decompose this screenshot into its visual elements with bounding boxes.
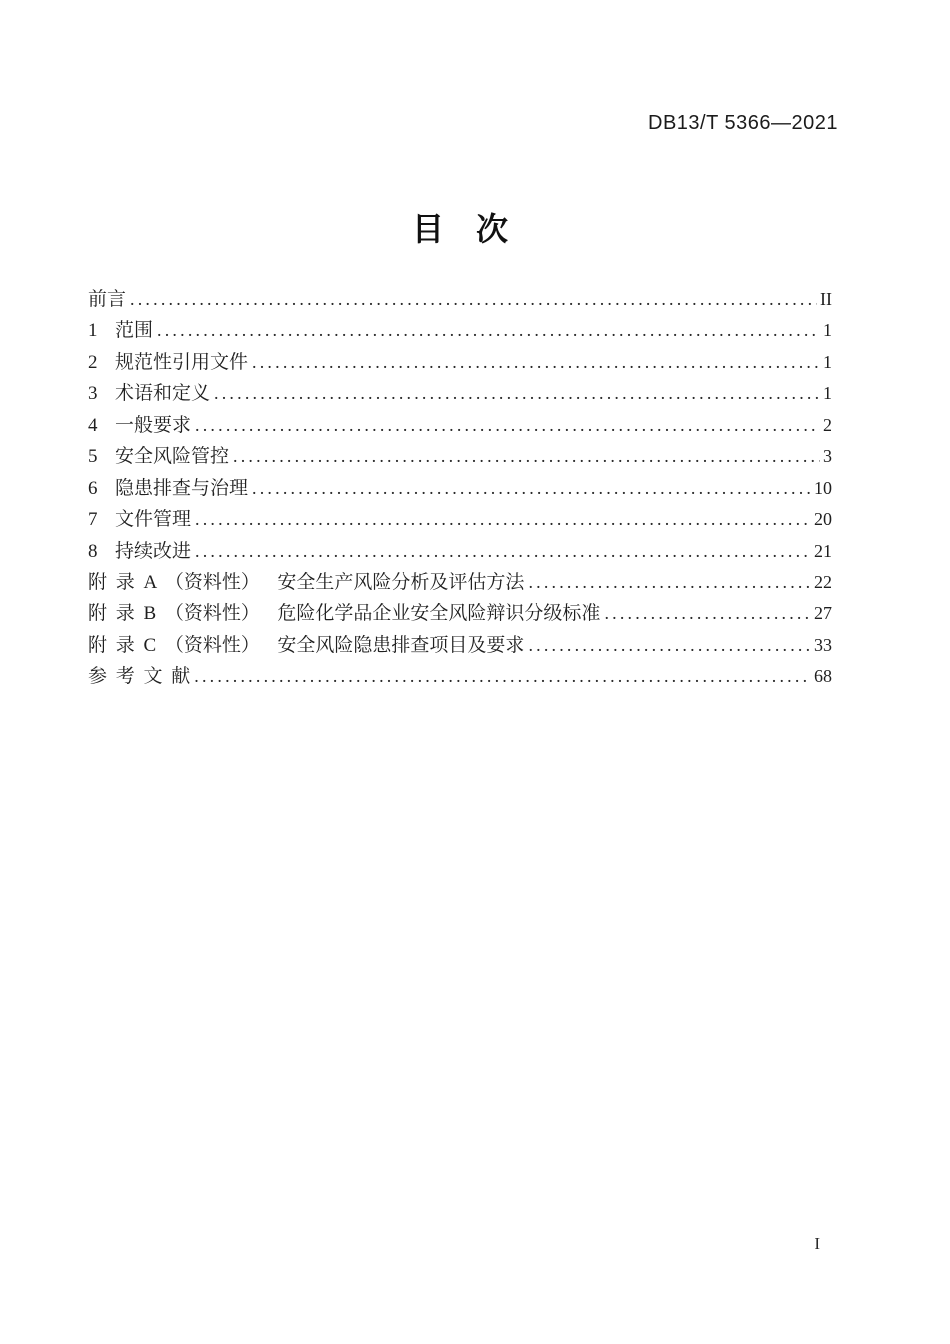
toc-leader-dots — [195, 504, 811, 535]
toc-entry — [88, 630, 832, 661]
toc-entry-label: 5 安全风险管控 — [88, 446, 230, 468]
toc-entry — [88, 598, 832, 629]
toc-entry-label: 2 规范性引用文件 — [88, 351, 249, 373]
toc-entry-label: 附 录 A （资料性） 安全生产风险分析及评估方法 — [88, 571, 525, 593]
toc-leader-dots — [252, 473, 811, 504]
toc-leader-dots — [528, 630, 811, 661]
toc-entry-label: 参 考 文 献 — [88, 666, 191, 688]
toc-entry-page: 33 — [814, 634, 832, 655]
toc-entry-page: 1 — [823, 383, 832, 404]
toc-entry-label: 4 一般要求 — [88, 414, 192, 436]
toc-entry-page: 1 — [823, 320, 832, 341]
toc-entry-page: 3 — [823, 446, 832, 467]
toc-entry-label: 前言 — [88, 289, 127, 310]
toc-entry — [88, 473, 832, 504]
toc-entry — [88, 441, 832, 472]
toc-entry-page: 20 — [814, 509, 832, 530]
toc-entry — [88, 504, 832, 535]
toc-entry-page: II — [820, 289, 832, 309]
toc-leader-dots — [252, 347, 820, 378]
footer-page-number: I — [814, 1234, 820, 1253]
toc-entry-label: 附 录 B （资料性） 危险化学品企业安全风险辩识分级标准 — [88, 603, 601, 625]
toc-entry — [88, 661, 832, 692]
toc-entry — [88, 378, 832, 409]
table-of-contents — [88, 284, 832, 693]
toc-leader-dots — [214, 378, 820, 409]
toc-leader-dots — [157, 315, 820, 346]
toc-entry-label: 8 持续改进 — [88, 540, 192, 562]
toc-entry-page: 22 — [814, 571, 832, 592]
toc-leader-dots — [528, 567, 811, 598]
toc-entry-page: 10 — [814, 477, 832, 498]
toc-leader-dots — [195, 536, 811, 567]
toc-leader-dots — [195, 410, 820, 441]
toc-entry-page: 68 — [814, 666, 832, 687]
document-code: DB13/T 5366—2021 — [648, 112, 838, 134]
toc-entry-label: 7 文件管理 — [88, 509, 192, 531]
toc-entry-page: 1 — [823, 351, 832, 372]
toc-entry-page: 21 — [814, 540, 832, 561]
toc-leader-dots — [194, 661, 811, 692]
toc-leader-dots — [604, 598, 811, 629]
toc-entry — [88, 410, 832, 441]
toc-entry — [88, 347, 832, 378]
toc-entry — [88, 315, 832, 346]
toc-leader-dots — [233, 441, 820, 472]
page-title: 目 次 — [411, 211, 508, 247]
toc-entry-page: 2 — [823, 414, 832, 435]
toc-entry-label: 1 范围 — [88, 320, 154, 342]
toc-entry-page: 27 — [814, 603, 832, 624]
toc-entry-label: 3 术语和定义 — [88, 383, 211, 405]
toc-leader-dots — [130, 284, 817, 315]
toc-entry-label: 附 录 C （资料性） 安全风险隐患排查项目及要求 — [88, 634, 525, 656]
toc-entry-label: 6 隐患排查与治理 — [88, 477, 249, 499]
toc-entry — [88, 284, 832, 315]
toc-entry — [88, 567, 832, 598]
toc-entry — [88, 536, 832, 567]
